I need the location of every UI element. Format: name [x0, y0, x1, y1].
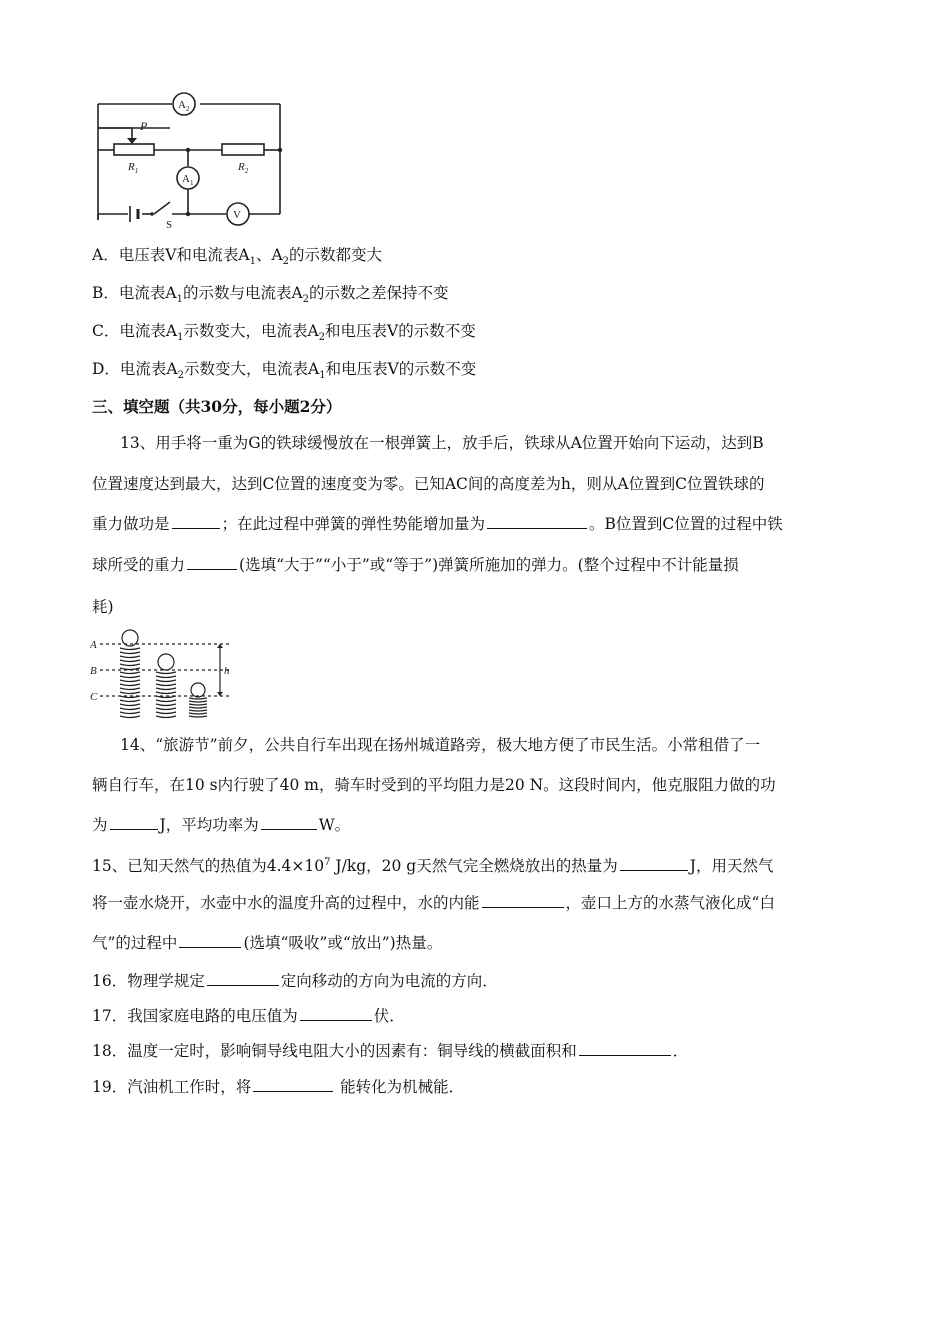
label-a2: $A_2$ [178, 99, 190, 113]
answer-blank [172, 513, 220, 529]
q13-line1: 13、用手将一重为G的铁球缓慢放在一根弹簧上，放手后，铁球从A位置开始向下运动，达到B [120, 434, 764, 452]
answer-blank [207, 970, 279, 986]
option-c: C．电流表$A_1$示数变大，电流表$A_2$和电压表V的示数不变 [92, 322, 476, 344]
q14-line1: 14、“旅游节”前夕，公共自行车出现在扬州城道路旁，极大地方便了市民生活。小常租借了一 [120, 736, 761, 754]
answer-blank [487, 513, 587, 529]
q14-line3: 为 J，平均功率为 W。 [92, 816, 351, 834]
q13-line4: 球所受的重力 (选填“大于”“小于”或“等于”)弹簧所施加的弹力。(整个过程中不计能量损 [92, 556, 739, 574]
answer-blank [179, 932, 241, 948]
spring-label-a: A [90, 639, 97, 651]
option-a: A．电压表V和电流表$A_1$、$A_2$的示数都变大 [92, 246, 383, 268]
spring-figure [90, 628, 240, 724]
q13-line2: 位置速度达到最大，达到C位置的速度变为零。已知AC间的高度差为h，则从A位置到C位置铁球的 [92, 475, 765, 493]
spring-label-b: B [90, 665, 97, 677]
spring-label-c: C [90, 691, 98, 703]
label-a1: $A_1$ [182, 173, 194, 187]
section-heading: 三、填空题（共30分，每小题2分） [92, 397, 342, 416]
option-b: B．电流表$A_1$的示数与电流表$A_2$的示数之差保持不变 [92, 284, 449, 306]
q15-line2: 将一壶水烧开，水壶中水的温度升高的过程中，水的内能 ，壶口上方的水蒸气液化成“白 [92, 894, 775, 912]
answer-blank [620, 855, 688, 871]
q13-line3: 重力做功是 ；在此过程中弹簧的弹性势能增加量为 。B位置到C位置的过程中铁 [92, 515, 783, 533]
label-p: P [140, 119, 148, 133]
answer-blank [482, 892, 564, 908]
circuit-diagram [92, 92, 292, 232]
label-r1: $R_1$ [128, 161, 139, 175]
spring-label-h: h [224, 665, 230, 677]
q18: 18．温度一定时，影响铜导线电阻大小的因素有：铜导线的横截面积和 ． [92, 1042, 689, 1060]
q17: 17．我国家庭电路的电压值为 伏． [92, 1007, 405, 1025]
answer-blank [253, 1076, 333, 1092]
q15-line1: 15、已知天然气的热值为$4.4\times 10^7$ J/kg，20 g天然气完全燃烧放出的热量为 J，用天然气 [92, 857, 774, 876]
q15-line3: 气”的过程中 (选填“吸收”或“放出”)热量。 [92, 934, 443, 952]
answer-blank [579, 1040, 671, 1056]
label-r2: $R_2$ [238, 161, 249, 175]
q13-line5: 耗) [92, 598, 114, 616]
answer-blank [300, 1005, 372, 1021]
q14-line2: 辆自行车，在10 s内行驶了40 m，骑车时受到的平均阻力是20 N。这段时间内，他克服阻力做的功 [92, 776, 776, 794]
answer-blank [110, 814, 158, 830]
label-v: V [233, 209, 241, 221]
q16: 16．物理学规定 定向移动的方向为电流的方向． [92, 972, 498, 990]
answer-blank [261, 814, 317, 830]
q19: 19．汽油机工作时，将 能转化为机械能． [92, 1078, 465, 1096]
label-s: S [166, 219, 173, 231]
answer-blank [187, 554, 237, 570]
option-d: D．电流表$A_2$示数变大，电流表$A_1$和电压表V的示数不变 [92, 360, 477, 382]
